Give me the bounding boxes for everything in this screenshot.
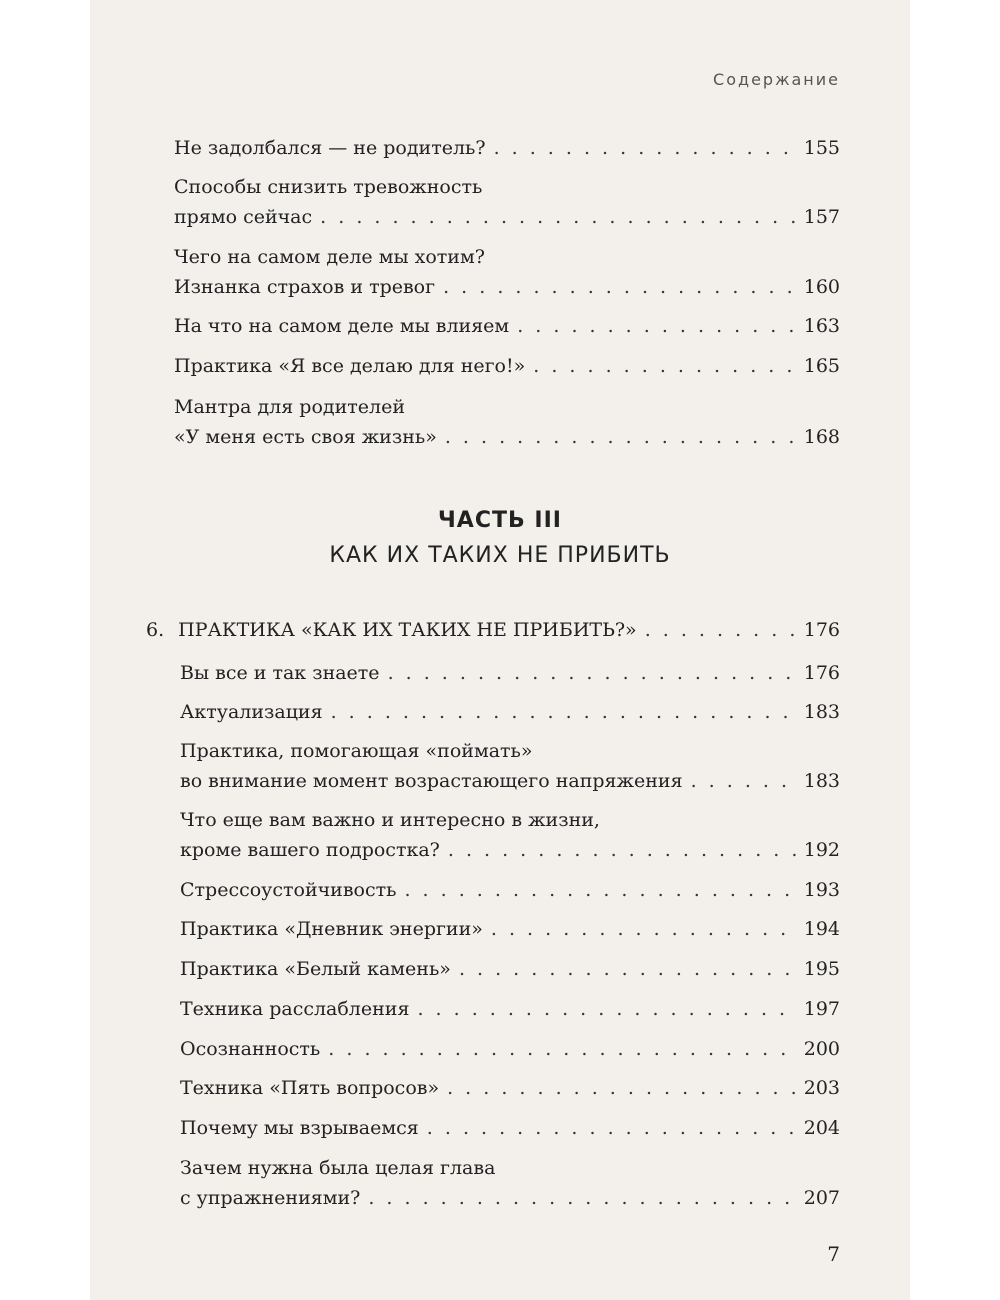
toc-entry-title: На что на самом деле мы влияем: [174, 315, 510, 337]
toc-entry: [180, 805, 840, 865]
toc-entry-title: Вы все и так знаете: [180, 662, 380, 684]
toc-entry-title: Практика «Дневник энергии»: [180, 918, 483, 940]
dot-leader: [691, 766, 798, 796]
toc-entry: [174, 392, 840, 452]
toc-entry-title: Не задолбался — не родитель?: [174, 137, 486, 159]
toc-entry-title: Техника расслабления: [180, 998, 410, 1020]
toc-entry-page: 165: [803, 355, 840, 377]
toc-entry: [180, 1153, 840, 1213]
toc-entry-page: 204: [803, 1117, 840, 1139]
toc-entry-title: Техника «Пять вопросов»: [180, 1077, 440, 1099]
toc-entry-title: Что еще вам важно и интересно в жизни,: [180, 809, 600, 831]
dot-leader: [491, 914, 798, 944]
dot-leader: [448, 835, 798, 865]
toc-entry: [180, 1073, 840, 1103]
dot-leader: [320, 202, 798, 232]
dot-leader: [517, 311, 798, 341]
toc-entry: [174, 133, 840, 163]
dot-leader: [417, 994, 797, 1024]
dot-leader: [459, 954, 798, 984]
chapter-page: 176: [803, 619, 840, 641]
toc-entry-page: 194: [803, 918, 840, 940]
running-head: Содержание: [713, 70, 840, 89]
toc-entry: [180, 914, 840, 944]
dot-leader: [331, 697, 798, 727]
dot-leader: [404, 875, 797, 905]
toc-entry-page: 193: [803, 879, 840, 901]
toc-entry-title: Практика «Я все делаю для него!»: [174, 355, 526, 377]
toc-entry-page: 155: [803, 137, 840, 159]
toc-entry: [174, 172, 840, 232]
toc-entry-page: 176: [803, 662, 840, 684]
toc-entry: [174, 311, 840, 341]
toc-entry: [180, 954, 840, 984]
toc-entry-title: Стрессоустойчивость: [180, 879, 397, 901]
toc-entry-page: 157: [803, 206, 840, 228]
book-page: [90, 0, 910, 1300]
toc-entry-page: 160: [803, 276, 840, 298]
toc-entry-title-cont: Изнанка страхов и тревог: [174, 276, 436, 298]
page-number: 7: [827, 1242, 840, 1266]
dot-leader: [445, 422, 798, 452]
toc-entry-page: 163: [803, 315, 840, 337]
toc-entry-page: 207: [803, 1187, 840, 1209]
toc-entry-page: 197: [803, 998, 840, 1020]
toc-entry-title-cont: прямо сейчас: [174, 206, 313, 228]
toc-entry-title: Чего на самом деле мы хотим?: [174, 246, 485, 268]
dot-leader: [533, 351, 797, 381]
toc-entry-title: Актуализация: [180, 701, 323, 723]
toc-entry-title: Способы снизить тревожность: [174, 176, 483, 198]
toc-entry: [174, 351, 840, 381]
toc-entry-page: 195: [803, 958, 840, 980]
chapter-title: ПРАКТИКА «КАК ИХ ТАКИХ НЕ ПРИБИТЬ?»: [178, 619, 637, 641]
toc-entry-title-cont: кроме вашего подростка?: [180, 839, 440, 861]
dot-leader: [427, 1113, 798, 1143]
toc-entry-title: Мантра для родителей: [174, 396, 405, 418]
toc-entry: [180, 658, 840, 688]
toc-entry-title: Осознанность: [180, 1038, 321, 1060]
toc-entry: [180, 994, 840, 1024]
toc-entry: [180, 1034, 840, 1064]
toc-entry-page: 200: [803, 1038, 840, 1060]
dot-leader: [368, 1183, 797, 1213]
part-title: КАК ИХ ТАКИХ НЕ ПРИБИТЬ: [329, 543, 671, 568]
dot-leader: [388, 658, 798, 688]
toc-entry-page: 192: [803, 839, 840, 861]
toc-entry: [180, 697, 840, 727]
toc-entry-page: 203: [803, 1077, 840, 1099]
toc-entry-page: 183: [803, 770, 840, 792]
chapter-entry: [146, 615, 840, 645]
toc-entry-page: 183: [803, 701, 840, 723]
toc-entry-title: Практика «Белый камень»: [180, 958, 451, 980]
toc-entry-title-cont: во внимание момент возрастающего напряжения: [180, 770, 683, 792]
dot-leader: [443, 272, 798, 302]
part-heading: [90, 508, 910, 568]
toc-entry: [180, 1113, 840, 1143]
toc-entry: [180, 875, 840, 905]
dot-leader: [645, 615, 798, 645]
dot-leader: [328, 1034, 797, 1064]
toc-entry-title-cont: «У меня есть своя жизнь»: [174, 426, 437, 448]
toc-entry-page: 168: [803, 426, 840, 448]
dot-leader: [494, 133, 798, 163]
dot-leader: [447, 1073, 798, 1103]
toc-entry-title-cont: с упражнениями?: [180, 1187, 361, 1209]
toc-entry: [180, 736, 840, 796]
toc-entry-title: Почему мы взрываемся: [180, 1117, 419, 1139]
toc-entry: [174, 242, 840, 302]
chapter-number: 6.: [146, 619, 165, 641]
toc-entry-title: Практика, помогающая «поймать»: [180, 740, 533, 762]
toc-entry-title: Зачем нужна была целая глава: [180, 1157, 496, 1179]
part-number: ЧАСТЬ III: [438, 508, 562, 533]
